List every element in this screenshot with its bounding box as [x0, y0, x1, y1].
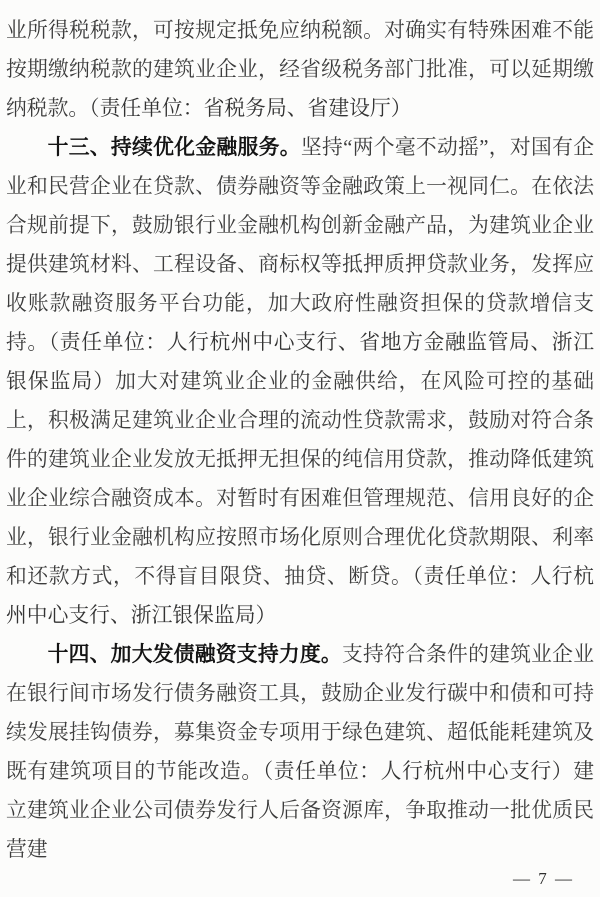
paragraph-text: 加大对建筑业企业的金融供给，在风险可控的基础上，积极满足建筑业企业合理的流动性贷款需求，鼓励对符合条件的建筑业企业发放无抵押无担保的纯信用贷款，推动降低建筑业企业综合融资成本。对暂时有困难但管理规范、信用良好的企业，银行业金融机构应按照市场化原则合理优化贷款期限、利率和还款方式，不得盲目限贷、抽贷、断贷。	[6, 370, 594, 588]
responsibility-unit-note: （责任单位：人行杭州中心支行、省地方金融监管局、浙江银保监局）	[6, 331, 595, 393]
section-13-heading: 十三、持续优化金融服务。	[47, 136, 301, 159]
paragraph-section-14-bond-financing	[6, 635, 594, 869]
paragraph-text: 支持符合条件的建筑业企业在银行间市场发行债务融资工具，鼓励企业发行碳中和债和可持续发展挂钩债券，募集资金专项用于绿色建筑、超低能耗建筑及既有建筑项目的节能改造。	[6, 643, 595, 783]
page-number: — 7 —	[513, 869, 574, 888]
responsibility-unit-note: （责任单位：人行杭州中心支行、浙江银保监局）	[6, 565, 594, 627]
responsibility-unit-note: （责任单位：省税务局、省建设厅）	[89, 97, 412, 120]
paragraph-tax-deferral	[6, 11, 594, 128]
paragraph-text: 建立建筑业企业公司债券发行人后备资源库，争取推动一批优质民营建	[6, 760, 594, 861]
paragraph-section-13-financial-services	[6, 128, 594, 635]
paragraph-text: 业所得税税款，可按规定抵免应纳税额。对确实有特殊困难不能按期缴纳税款的建筑业企业，经省级税务部门批准，可以延期缴纳税款。	[6, 19, 594, 120]
paragraph-text: 坚持“两个毫不动摇”，对国有企业和民营企业在贷款、债券融资等金融政策上一视同仁。在依法合规前提下，鼓励银行业金融机构创新金融产品，为建筑业企业提供建筑材料、工程设备、商标权等抵押质押贷款业务，发挥应收账款融资服务平台功能，加大政府性融资担保的贷款增信支持。	[6, 136, 594, 354]
responsibility-unit-note: （责任单位：人行杭州中心支行）	[262, 760, 574, 783]
section-14-heading: 十四、加大发债融资支持力度。	[47, 643, 342, 666]
